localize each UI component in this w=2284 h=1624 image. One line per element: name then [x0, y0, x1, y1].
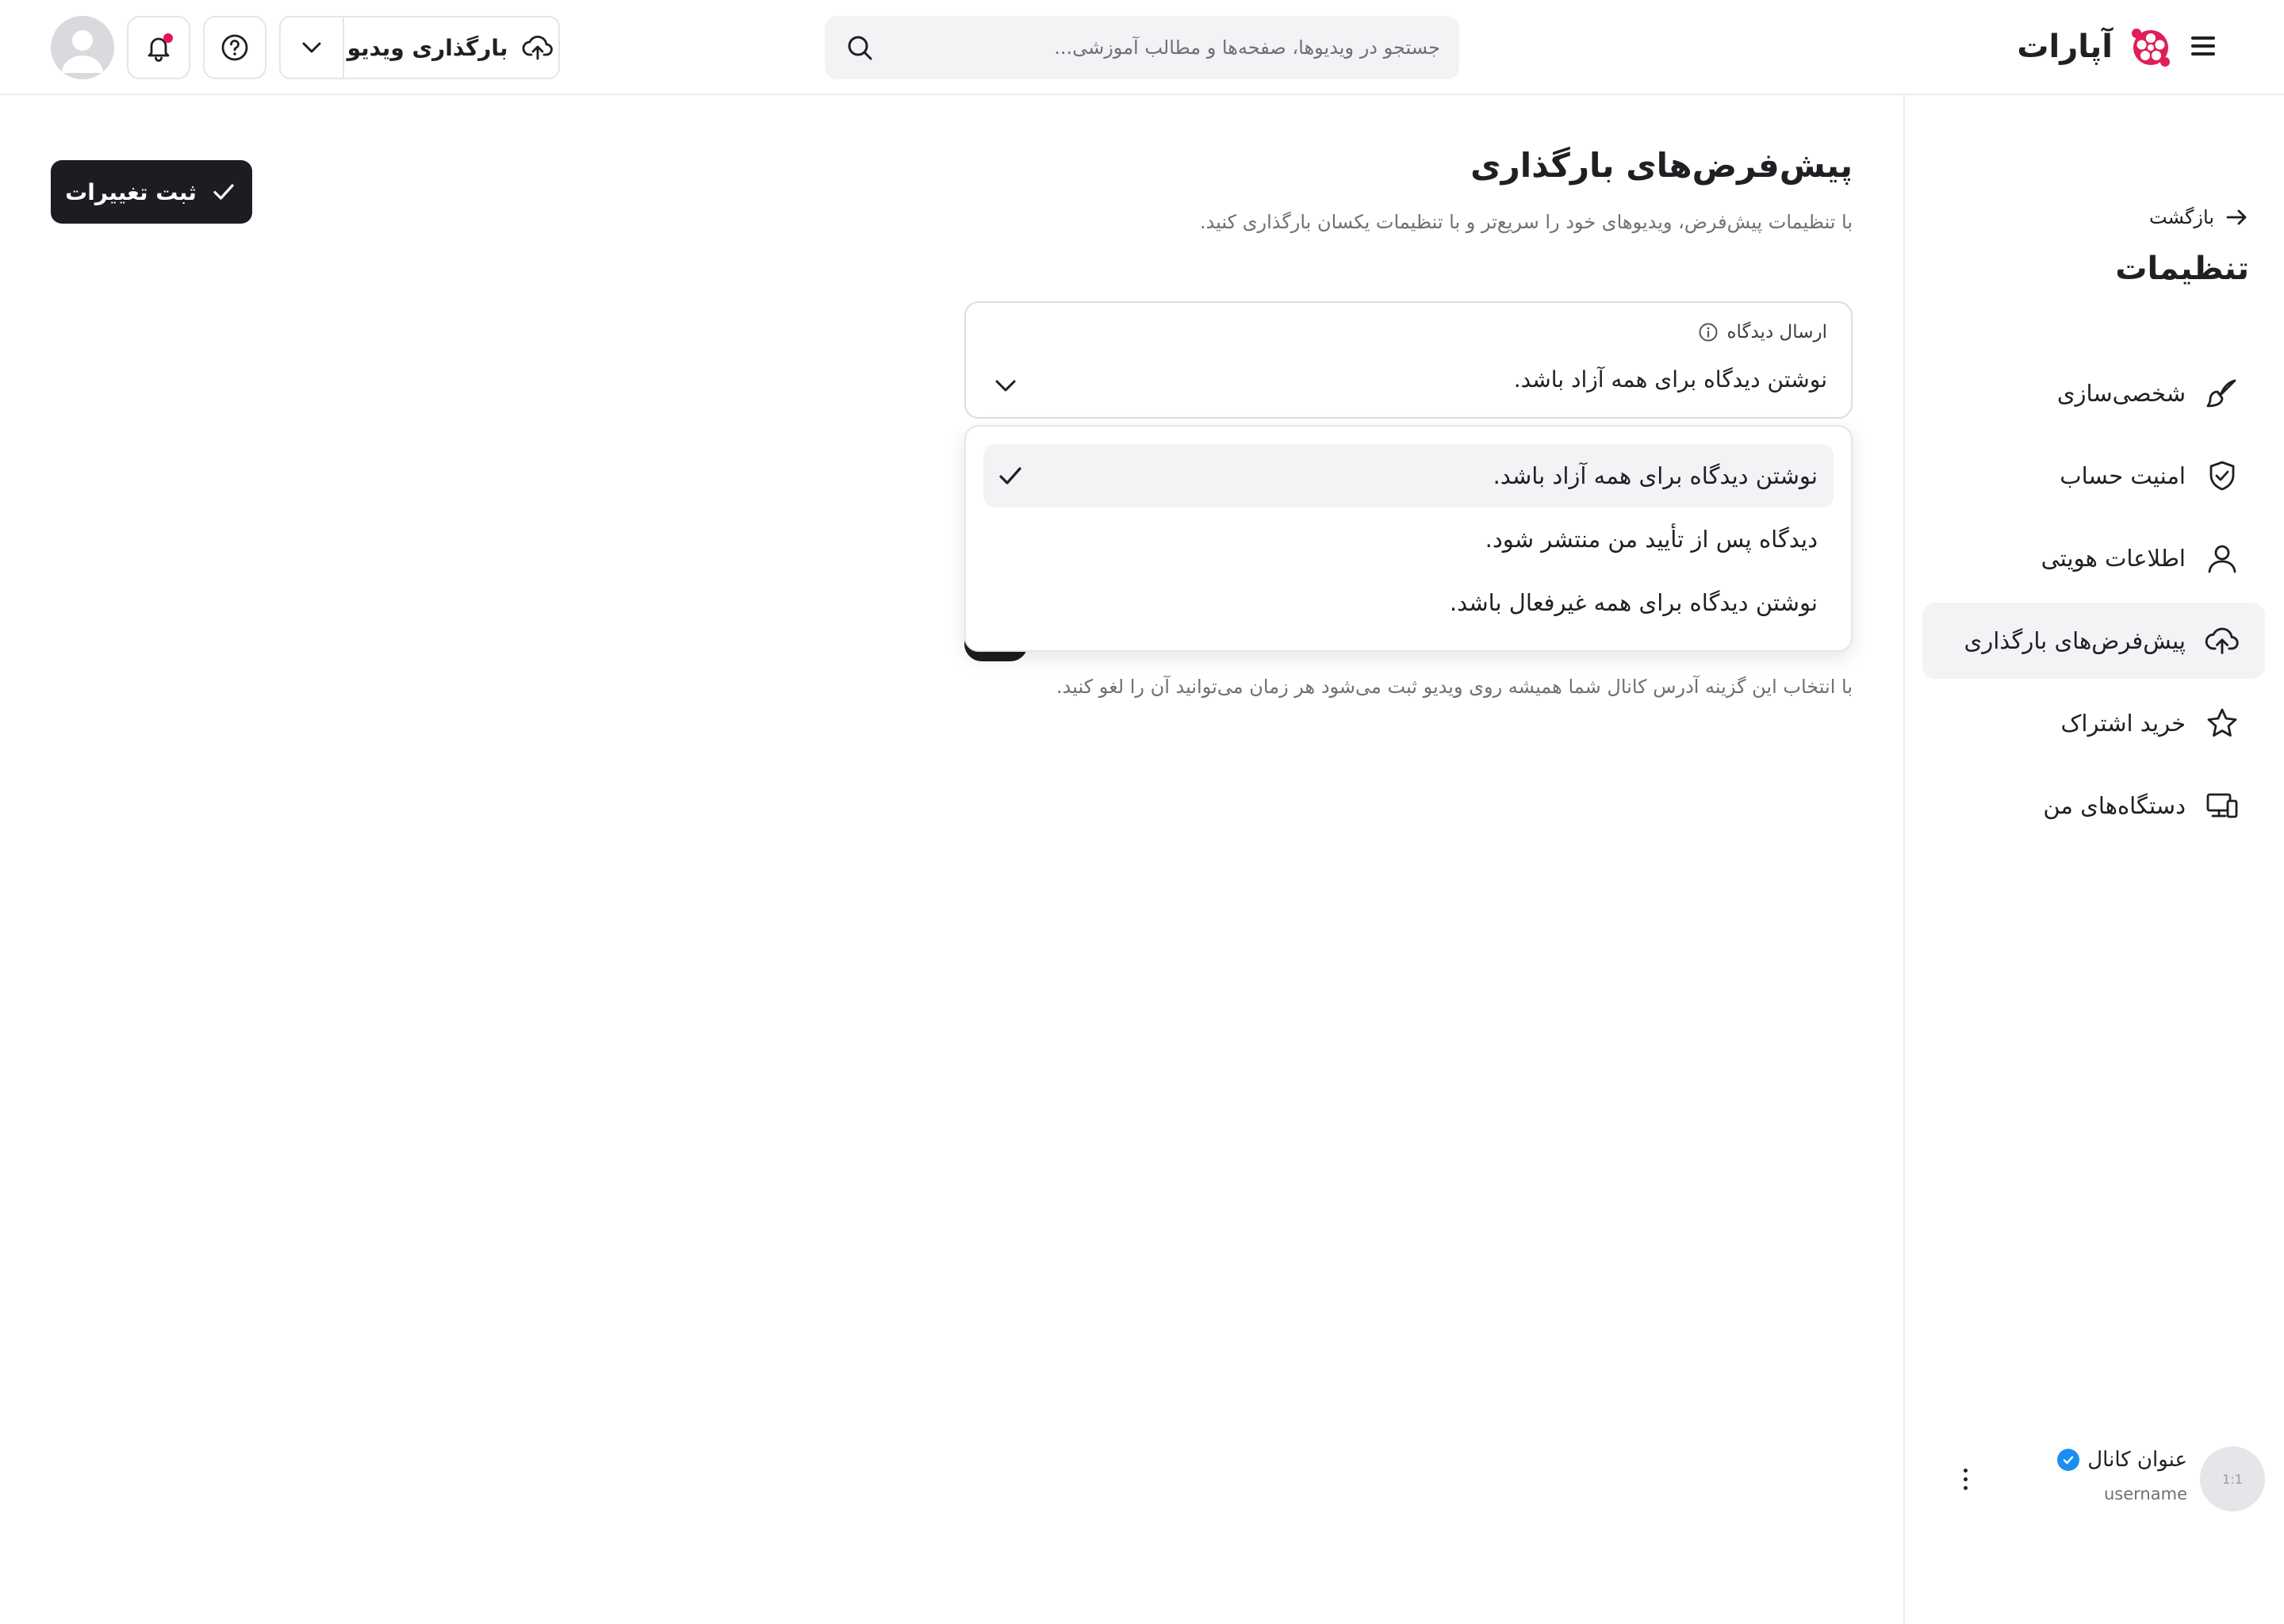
- channel-username: username: [2104, 1484, 2187, 1503]
- page-subtitle: با تنظیمات پیش‌فرض، ویدیوهای خود را سریع‌تر و با تنظیمات یکسان بارگذاری کنید.: [1199, 211, 1853, 233]
- channel-name: عنوان کانال: [2087, 1448, 2187, 1472]
- chevron-down-icon: [297, 33, 326, 62]
- back-label: بازگشت: [2149, 206, 2214, 228]
- kebab-dot: [1964, 1486, 1968, 1490]
- channel-name-row: [2057, 1448, 2187, 1472]
- more-vertical-icon: [1964, 1469, 1968, 1473]
- back-link[interactable]: [2149, 205, 2249, 230]
- verified-badge-icon: [2057, 1449, 2079, 1471]
- upload-video-group: [279, 16, 560, 79]
- upload-cloud-icon: [522, 32, 554, 63]
- dropdown-option[interactable]: [983, 444, 1834, 508]
- search-icon[interactable]: [844, 32, 876, 63]
- page-title: پیش‌فرض‌های بارگذاری: [1470, 146, 1853, 185]
- hamburger-icon: [2191, 36, 2215, 40]
- comment-setting-label: ارسال دیدگاه: [1726, 322, 1827, 343]
- sidebar-item-label: دستگاه‌های من: [2043, 792, 2186, 819]
- sidebar-divider: [1903, 95, 1905, 1624]
- sidebar-item-label: شخصی‌سازی: [2056, 380, 2186, 407]
- option-label: نوشتن دیدگاه برای همه غیرفعال باشد.: [1449, 589, 1818, 616]
- watermark-hint: با انتخاب این گزینه آدرس کانال شما همیشه روی ویدیو ثبت می‌شود هر زمان می‌توانید آن را لغو کنید.: [1056, 676, 1853, 698]
- user-icon: [2203, 539, 2241, 577]
- hamburger-menu-button[interactable]: [2186, 32, 2221, 63]
- sidebar-item-my-devices[interactable]: [1922, 768, 2265, 844]
- save-changes-button[interactable]: [51, 160, 252, 224]
- channel-avatar: 1:1: [2200, 1446, 2265, 1511]
- option-label: نوشتن دیدگاه برای همه آزاد باشد.: [1493, 462, 1818, 489]
- upload-video-button[interactable]: [343, 17, 558, 78]
- info-icon[interactable]: [1698, 322, 1719, 343]
- sidebar-item-upload-defaults[interactable]: [1922, 603, 2265, 679]
- chevron-down-icon: [990, 370, 1021, 401]
- upload-video-label: بارگذاری ویدیو: [347, 34, 508, 61]
- comment-setting-select[interactable]: [964, 301, 1853, 419]
- channel-more-button[interactable]: [1957, 1459, 1973, 1499]
- help-button[interactable]: [203, 16, 266, 79]
- user-avatar[interactable]: [51, 16, 114, 79]
- check-icon: [994, 460, 1026, 492]
- dropdown-option[interactable]: [983, 571, 1834, 634]
- check-icon: [209, 178, 238, 206]
- aparat-logo[interactable]: [2017, 24, 2173, 71]
- logo-text: آپارات: [2017, 29, 2113, 65]
- kebab-dot: [1964, 1477, 1968, 1481]
- sidebar-item-label: اطلاعات هویتی: [2041, 545, 2186, 572]
- comment-setting-dropdown: [964, 425, 1853, 652]
- arrow-right-icon: [2224, 205, 2249, 230]
- upload-options-button[interactable]: [281, 17, 343, 78]
- help-icon: [219, 32, 251, 63]
- notification-dot: [163, 33, 173, 43]
- hamburger-line: [2191, 52, 2215, 56]
- comment-setting-value: نوشتن دیدگاه برای همه آزاد باشد.: [1513, 366, 1827, 393]
- sidebar-item-label: خرید اشتراک: [2060, 710, 2186, 737]
- dropdown-option[interactable]: [983, 508, 1834, 571]
- upload-cloud-icon: [2203, 622, 2241, 660]
- notifications-button[interactable]: [127, 16, 190, 79]
- sidebar-title: تنظیمات: [2115, 251, 2249, 287]
- sidebar-item-identity[interactable]: [1922, 520, 2265, 596]
- save-changes-label: ثبت تغییرات: [65, 178, 197, 205]
- search-input[interactable]: [885, 16, 1440, 79]
- star-icon: [2203, 704, 2241, 742]
- shield-check-icon: [2203, 457, 2241, 495]
- sidebar-item-personalization[interactable]: [1922, 355, 2265, 431]
- top-header: [0, 0, 2284, 95]
- comment-setting-label-row: [1698, 322, 1827, 343]
- channel-card[interactable]: [1922, 1437, 2265, 1521]
- devices-icon: [2203, 787, 2241, 825]
- sidebar-item-label: پیش‌فرض‌های بارگذاری: [1964, 627, 2186, 654]
- hamburger-line: [2191, 44, 2215, 48]
- search-bar: [825, 16, 1459, 79]
- option-label: دیدگاه پس از تأیید من منتشر شود.: [1485, 526, 1818, 553]
- upload-divider: [343, 17, 344, 78]
- sidebar-item-account-security[interactable]: [1922, 438, 2265, 514]
- avatar-icon: [51, 16, 114, 79]
- sidebar-item-subscription[interactable]: [1922, 685, 2265, 761]
- aparat-logo-icon: [2129, 25, 2173, 70]
- sidebar-item-label: امنیت حساب: [2060, 462, 2186, 489]
- brush-icon: [2203, 374, 2241, 412]
